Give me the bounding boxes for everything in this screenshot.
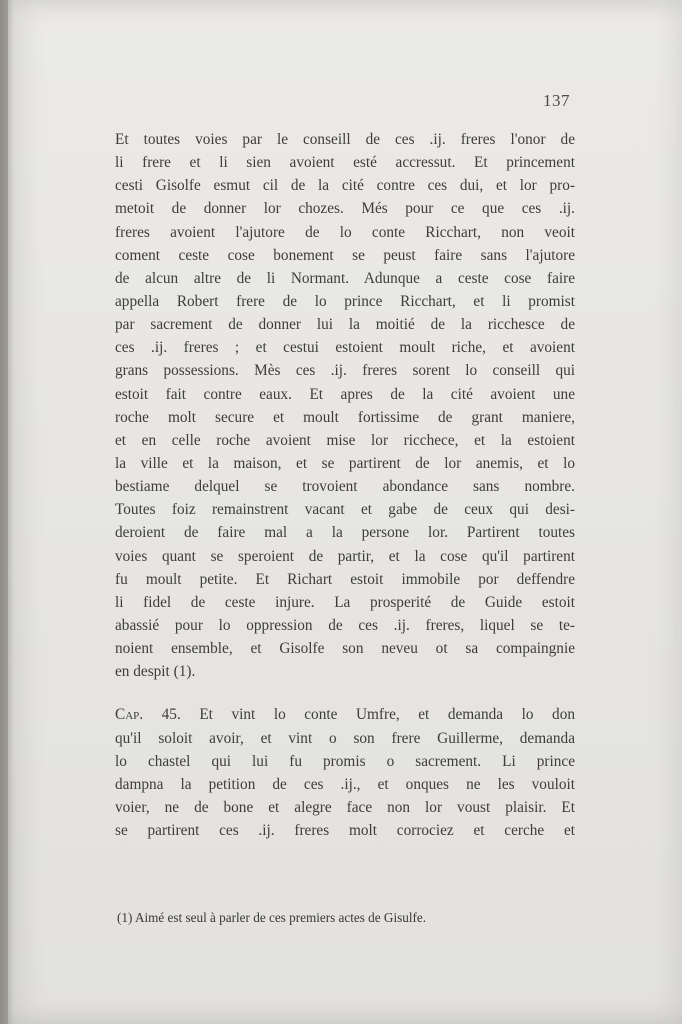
text-line: en despit (1). — [115, 663, 196, 681]
main-text — [115, 128, 575, 842]
text-line: voies quant se speroient de partir, et la cose qu'il partirent — [115, 547, 575, 565]
text-line: deroient de faire mal a la persone lor. Partirent toutes — [115, 524, 575, 542]
text-line: Toutes foiz remainstrent vacant et gabe de ceux qui desi- — [115, 501, 575, 519]
text-line: qu'il soloit avoir, et vint o son frere Guillerme, demanda — [115, 729, 575, 747]
text-line: metoit de donner lor chozes. Més pour ce que ces .ij. — [115, 200, 575, 218]
text-line: Et toutes voies par le conseill de ces .ij. freres l'onor de — [115, 131, 575, 148]
text-line: et en celle roche avoient mise lor ricchece, et la estoient — [115, 431, 575, 449]
paragraph-spacer — [115, 683, 575, 703]
chapter-first-line-text: 45. Et vint lo conte Umfre, et demanda lo don — [143, 706, 575, 724]
text-line: li frere et li sien avoient esté accressut. Et princement — [115, 154, 575, 172]
text-line: li fidel de ceste injure. La prosperité de Guide estoit — [115, 593, 575, 611]
text-line: bestiame delquel se trovoient abondance sans nombre. — [115, 478, 575, 496]
text-line: noient ensemble, et Gisolfe son neveu ot sa compaingnie — [115, 640, 575, 658]
text-line: appella Robert frere de lo prince Ricchart, et li promist — [115, 292, 575, 310]
text-line: lo chastel qui lui fu promis o sacrement. Li prince — [115, 752, 575, 770]
text-line: freres avoient l'ajutore de lo conte Ricchart, non veoit — [115, 223, 575, 241]
text-line: par sacrement de donner lui la moitié de la ricchesce de — [115, 316, 575, 334]
chapter-label: Cap. — [115, 706, 144, 724]
footnote: (1) Aimé est seul à parler de ces premiers actes de Gisulfe. — [117, 910, 427, 925]
text-line: cesti Gisolfe esmut cil de la cité contre ces dui, et lor pro- — [115, 177, 575, 195]
paragraph-1 — [115, 128, 575, 683]
text-line: de alcun altre de li Normant. Adunque a ceste cose faire — [115, 269, 575, 287]
text-line: coment ceste cose bonement se peust faire sans l'ajutore — [115, 246, 575, 264]
chapter-first-line — [115, 703, 575, 726]
text-line: la ville et la maison, et se partirent de lor anemis, et lo — [115, 454, 575, 472]
text-line: voier, ne de bone et alegre face non lor voust plaisir. Et — [115, 798, 575, 816]
text-line: fu moult petite. Et Richart estoit immobile por deffendre — [115, 570, 575, 588]
text-line: estoit fait contre eaux. Et apres de la cité avoient une — [115, 385, 575, 403]
text-line: se partirent ces .ij. freres molt corrociez et cerche et — [115, 822, 575, 840]
text-line: abassié pour lo oppression de ces .ij. freres, liquel se te- — [115, 616, 575, 634]
text-line: roche molt secure et moult fortissime de grant maniere, — [115, 408, 575, 426]
spine-shadow — [0, 0, 14, 1024]
text-line: grans possessions. Mès ces .ij. freres sorent lo conseill qui — [115, 362, 575, 380]
text-line: ces .ij. freres ; et cestui estoient moult riche, et avoient — [115, 339, 575, 357]
page-number: 137 — [543, 91, 570, 110]
paragraph-2 — [115, 703, 575, 842]
text-line: dampna la petition de ces .ij., et onques ne les vouloit — [115, 775, 575, 793]
